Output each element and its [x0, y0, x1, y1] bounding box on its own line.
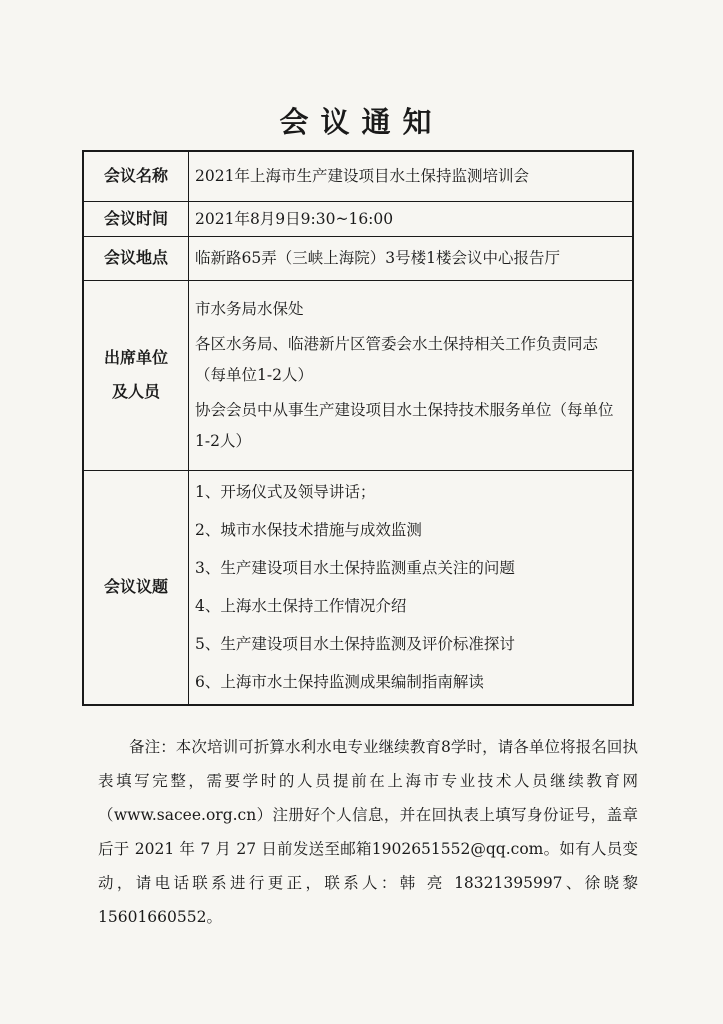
attendees-label-line1: 出席单位 — [103, 348, 168, 367]
agenda-item: 6、上海市水土保持监测成果编制指南解读 — [195, 673, 484, 692]
table-row — [83, 470, 633, 705]
attendee-item: 市水务局水保处 — [195, 299, 304, 318]
meeting-time-label: 会议时间 — [83, 201, 189, 236]
agenda-item: 3、生产建设项目水土保持监测重点关注的问题 — [195, 559, 515, 578]
table-row — [83, 236, 633, 280]
meeting-name-value: 2021年上海市生产建设项目水土保持监测培训会 — [189, 151, 634, 201]
meeting-info-table — [82, 150, 634, 706]
attendee-item: 各区水务局、临港新片区管委会水土保持相关工作负责同志（每单位1-2人） — [195, 334, 599, 384]
table-row — [83, 201, 633, 236]
attendees-label-line2: 及人员 — [111, 382, 160, 401]
agenda-value — [189, 470, 634, 705]
page-title: 会议通知 — [279, 105, 444, 139]
meeting-place-label: 会议地点 — [83, 236, 189, 280]
meeting-place-value: 临新路65弄（三峡上海院）3号楼1楼会议中心报告厅 — [189, 236, 634, 280]
table-row — [83, 280, 633, 470]
attendees-label — [83, 280, 189, 470]
agenda-item: 2、城市水保技术措施与成效监测 — [195, 521, 422, 540]
attendee-item: 协会会员中从事生产建设项目水土保持技术服务单位（每单位1-2人） — [195, 400, 614, 450]
remarks-text: 备注：本次培训可折算水利水电专业继续教育8学时，请各单位将报名回执表填写完整，需要学时的人员提前在上海市专业技术人员继续教育网（www.sacee.org.cn）注册好个人信息，并在回执表上填写身份证号，盖章后于 2021 年 7 月 27 日前发送至邮箱1902651552@qq.com。如有人员变动，请电话联系进行更正，联系人：韩 亮 18321395997、徐晓黎 15601660552。 — [98, 738, 638, 926]
remarks — [98, 730, 638, 934]
agenda-item: 4、上海水土保持工作情况介绍 — [195, 597, 407, 616]
meeting-time-value: 2021年8月9日9:30~16:00 — [189, 201, 634, 236]
agenda-item: 5、生产建设项目水土保持监测及评价标准探讨 — [195, 635, 515, 654]
meeting-name-label: 会议名称 — [83, 151, 189, 201]
agenda-item: 1、开场仪式及领导讲话； — [195, 483, 376, 502]
table-row — [83, 151, 633, 201]
agenda-label: 会议议题 — [83, 470, 189, 705]
attendees-value — [189, 280, 634, 470]
